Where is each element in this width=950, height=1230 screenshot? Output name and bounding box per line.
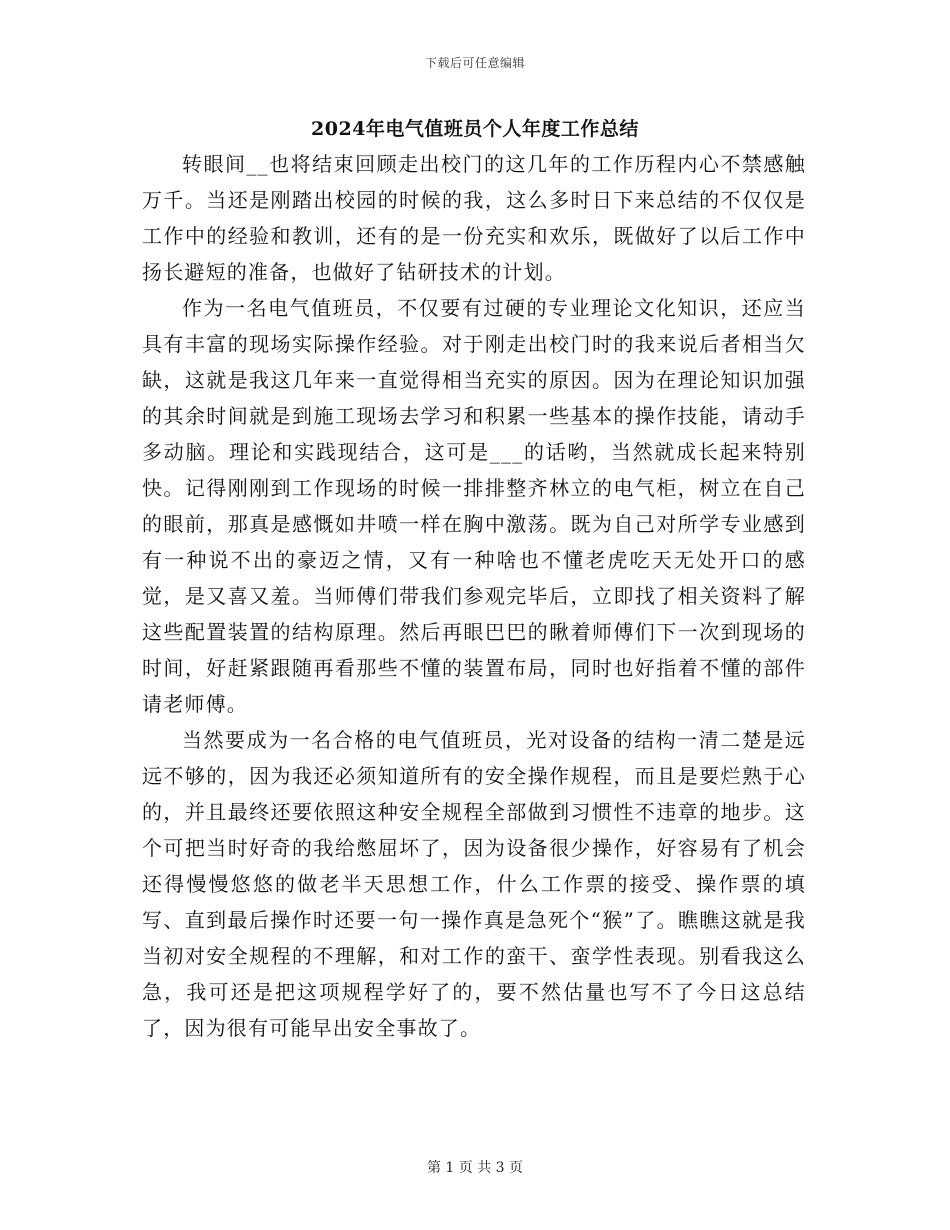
document-body	[142, 146, 806, 1046]
paragraph-2: 作为一名电气值班员，不仅要有过硬的专业理论文化知识，还应当具有丰富的现场实际操作经验。对于刚走出校门时的我来说后者相当欠缺，这就是我这几年来一直觉得相当充实的原因。因为在理论知识加强的其余时间就是到施工现场去学习和积累一些基本的操作技能，请动手多动脑。理论和实践现结合，这可是___的话哟，当然就成长起来特别快。记得刚刚到工作现场的时候一排排整齐林立的电气柜，树立在自己的眼前，那真是感慨如井喷一样在胸中激荡。既为自己对所学专业感到有一种说不出的豪迈之情，又有一种啥也不懂老虎吃天无处开口的感觉，是又喜又羞。当师傅们带我们参观完毕后，立即找了相关资料了解这些配置装置的结构原理。然后再眼巴巴的瞅着师傅们下一次到现场的时间，好赶紧跟随再看那些不懂的装置布局，同时也好指着不懂的部件请老师傅。	[142, 296, 806, 716]
header-note: 下载后可任意编辑	[424, 56, 525, 70]
document-title: 2024年电气值班员个人年度工作总结	[311, 118, 639, 140]
paragraph-1: 转眼间__也将结束回顾走出校门的这几年的工作历程内心不禁感触万千。当还是刚踏出校园的时候的我，这么多时日下来总结的不仅仅是工作中的经验和教训，还有的是一份充实和欢乐，既做好了以后工作中扬长避短的准备，也做好了钻研技术的计划。	[142, 152, 806, 284]
page-number: 第 1 页 共 3 页	[426, 1160, 524, 1176]
paragraph-3: 当然要成为一名合格的电气值班员，光对设备的结构一清二楚是远远不够的，因为我还必须知道所有的安全操作规程，而且是要烂熟于心的，并且最终还要依照这种安全规程全部做到习惯性不违章的地步。这个可把当时好奇的我给憋屈坏了，因为设备很少操作，好容易有了机会还得慢慢悠悠的做老半天思想工作，什么工作票的接受、操作票的填写、直到最后操作时还要一句一操作真是急死个“猴”了。瞧瞧这就是我当初对安全规程的不理解，和对工作的蛮干、蛮学性表现。别看我这么急，我可还是把这项规程学好了的，要不然估量也写不了今日这总结了，因为很有可能早出安全事故了。	[142, 728, 806, 1040]
